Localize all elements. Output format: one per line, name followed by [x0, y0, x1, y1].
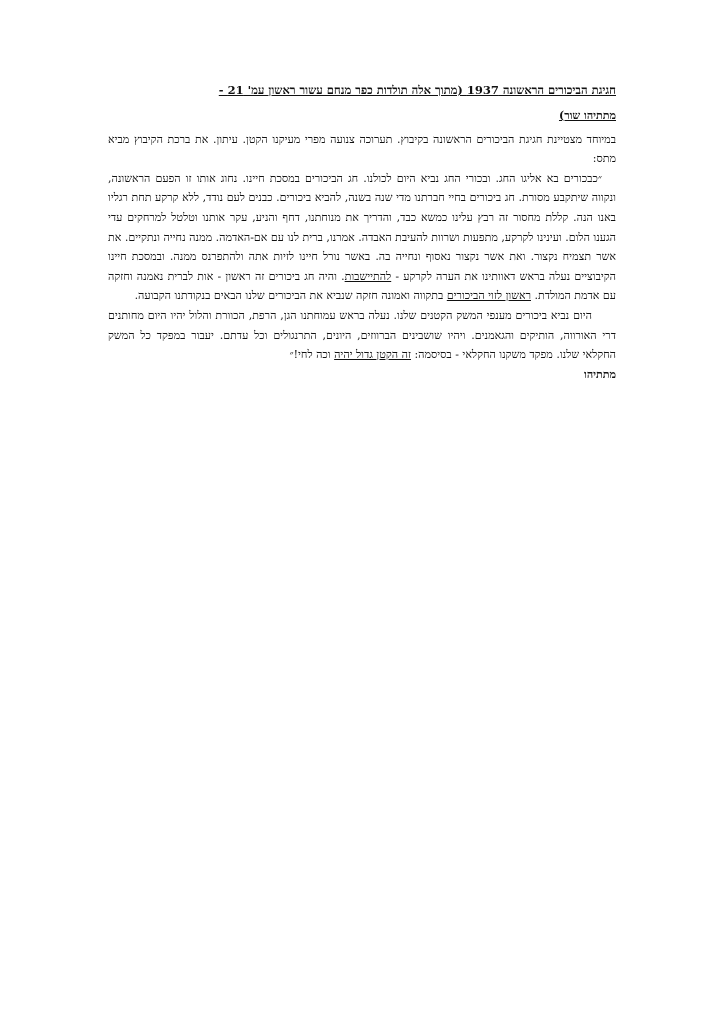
- second-paragraph: [108, 306, 616, 365]
- quote-text-2: . והיה חג ביכורים זה ראשון - אות לברית נאמנה וחזקה עם אדמת המולדת.: [108, 269, 616, 303]
- signature: מתתיהו: [584, 367, 616, 381]
- underlined-motto: זה הקטן גדול יהיה: [334, 348, 411, 362]
- quote-text-1: ״כבכורים בא אליגו החג. ובכורי החג נביא היום לכולנו. חג הביכורים במסכת חיינו. נחוג אותו זו הפעם הראשונה, ונקווה שיתקבע מסורת. חג ביכורים בחיי חברתנו מדי שנה בשנה, להביא ביכורים. כבנים לעם נודד, ללא קרקע תחת רגליו באנו הנה. קללת מחסור זה רבץ עלינו כמשא כבד, והדריך את מנוחתנו, דחף והניע, עקר אותנו וטלטל למרחקים עדי הגענו הלום. ועינינו לקרקע, מתפעות ושרוות להעיבת האבדה. אמרנו, ברית לנו עם אם-האדמה. ממנה נחייה ונתקיים. את אשר תצמיח נקצור. ואת אשר נקצור נאסוף ונחייה בה. באשר נורל חיינו לזיות אתה ולהתפרנס ממנה. ובמסכת חיינו הקיבוציים נעלה בראש דאוותינו את הערה לקרקע -: [108, 171, 617, 283]
- second-text-1: היום נביא ביכורים מענפי המשק הקטנים שלנו. נעלה בראש עמוחתנו הגן, הרפת, הכוורת והלול יהיו היום מחותנים דרי האורווה, הותיקים והגאמנים. ויהיו שושבינים הברווזים, היונים, התרנגולים וכל עדתם. יעבור במפקד כל המשק החקלאי שלנו. מפקד משקנו החקלאי - בסיסמה:: [108, 308, 616, 362]
- document-page: [108, 80, 616, 384]
- underlined-settlement: להתיישבות: [344, 269, 392, 283]
- author-line: מתתיהו שור): [558, 109, 616, 122]
- quote-paragraph: [108, 169, 616, 306]
- underlined-first-bikkurim: ראשון לזוי הביכורים: [446, 289, 531, 303]
- second-text-2: וכה לחי!״: [289, 348, 331, 362]
- quote-text-3: בתקווה ואמונה חזקה שנביא את הביכורים שלנו הבאים בנקודתנו הקבועה.: [134, 289, 444, 303]
- intro-paragraph: במיוחד מצטיינת חגיגת הביכורים הראשונה בקיבוץ. תערוכה צנועה מפרי מעיקנו הקטן. עיתון. את ברכת הקיבוץ מביא מתס:: [108, 132, 616, 166]
- document-title: חגיגת הביכורים הראשונה 1937 (מתוך אלה תולדות כפר מנחם עשור ראשון עמ' 21 -: [218, 83, 616, 97]
